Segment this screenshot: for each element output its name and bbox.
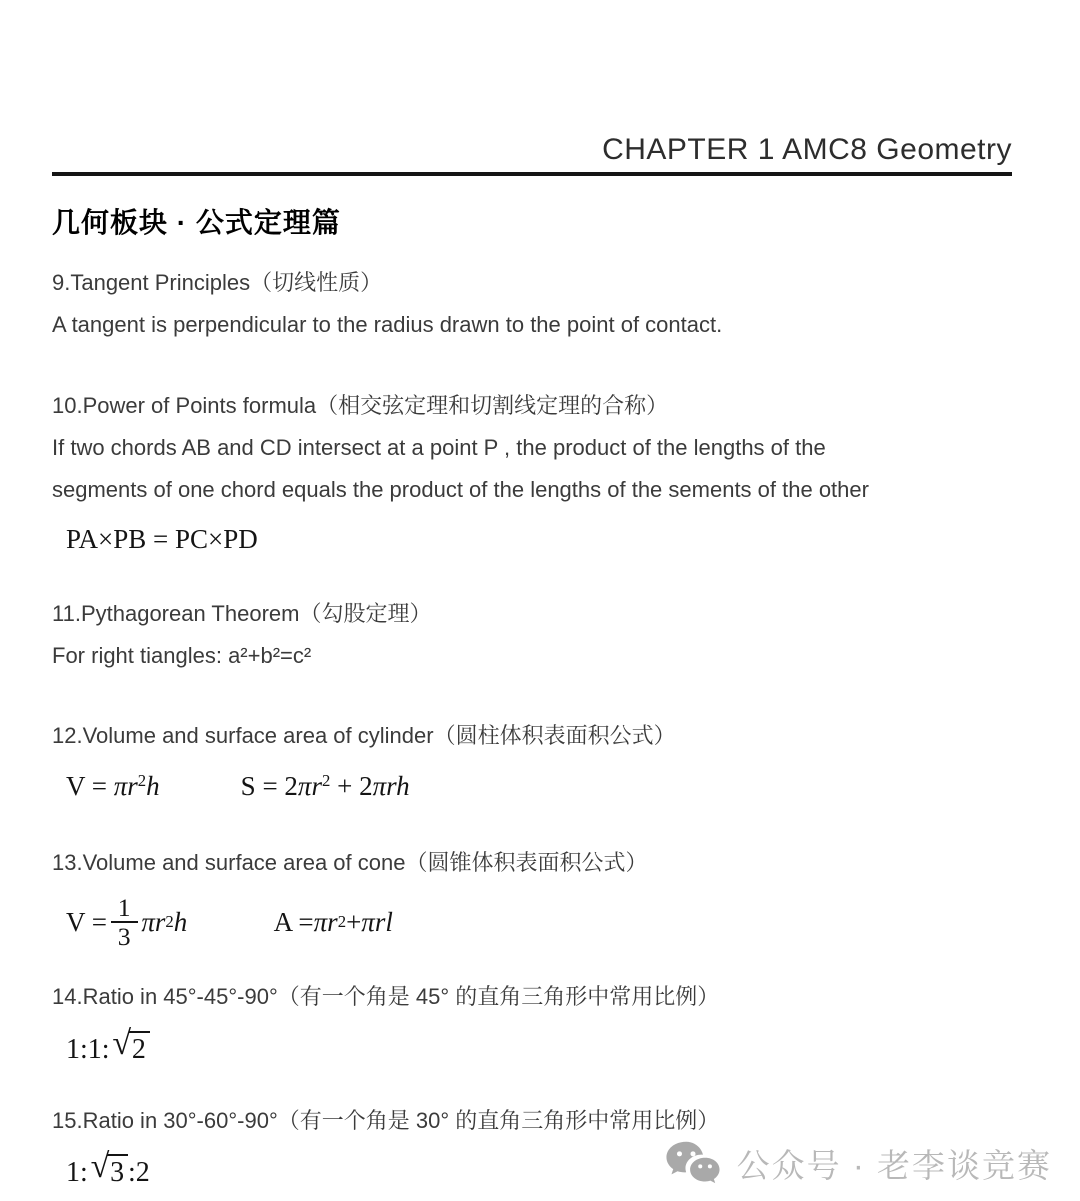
section-body-line: A tangent is perpendicular to the radius drawn to the point of contact.	[52, 312, 723, 337]
section-body-line: For right tiangles: a²+b²=c²	[52, 643, 312, 668]
formula-cone: V = $\frac{1}{3}$ πr 2 h A = πr 2 + πrl	[66, 892, 393, 952]
section-heading: 10.Power of Points formula（相交弦定理和切割线定理的合称）	[52, 393, 669, 418]
formula-power-of-points: PA×PB = PC×PD	[66, 524, 258, 554]
section-body-line: If two chords AB and CD intersect at a point P , the product of the lengths of the	[52, 435, 826, 460]
section-10	[52, 385, 1012, 559]
wechat-icon	[665, 1139, 721, 1187]
section-12	[52, 715, 1012, 808]
formula-cylinder: $V = \pi r^2h$ $S = 2\pi r^2 + 2\pi rh$	[66, 771, 410, 802]
section-heading: 12.Volume and surface area of cylinder（圆柱体积表面积公式）	[52, 723, 676, 748]
section-heading: 11.Pythagorean Theorem（勾股定理）	[52, 601, 432, 626]
watermark-text: 公众号 · 老李谈竞赛	[736, 1146, 1052, 1184]
section-13	[52, 842, 1012, 960]
watermark	[665, 1139, 1052, 1187]
chapter-header: CHAPTER 1 AMC8 Geometry	[602, 133, 1012, 166]
section-11	[52, 593, 1012, 677]
section-9	[52, 262, 1012, 346]
header-rule	[52, 172, 1012, 176]
section-heading: 9.Tangent Principles（切线性质）	[52, 270, 383, 295]
section-heading: 15.Ratio in 30°-60°-90°（有一个角是 30° 的直角三角形中常用比例）	[52, 1108, 720, 1134]
page-title: 几何板块 · 公式定理篇	[52, 207, 341, 238]
section-heading: 13.Volume and surface area of cone（圆锥体积表面积公式）	[52, 850, 648, 876]
section-heading: 14.Ratio in 45°-45°-90°（有一个角是 45° 的直角三角形中常用比例）	[52, 984, 720, 1010]
formula-ratio-30: 1: √ 3 :2	[66, 1148, 150, 1189]
section-14	[52, 976, 1012, 1076]
formula-ratio-45: 1:1: √ 2	[52, 1024, 1012, 1076]
section-body-line: segments of one chord equals the product of the lengths of the sements of the other	[52, 477, 869, 502]
